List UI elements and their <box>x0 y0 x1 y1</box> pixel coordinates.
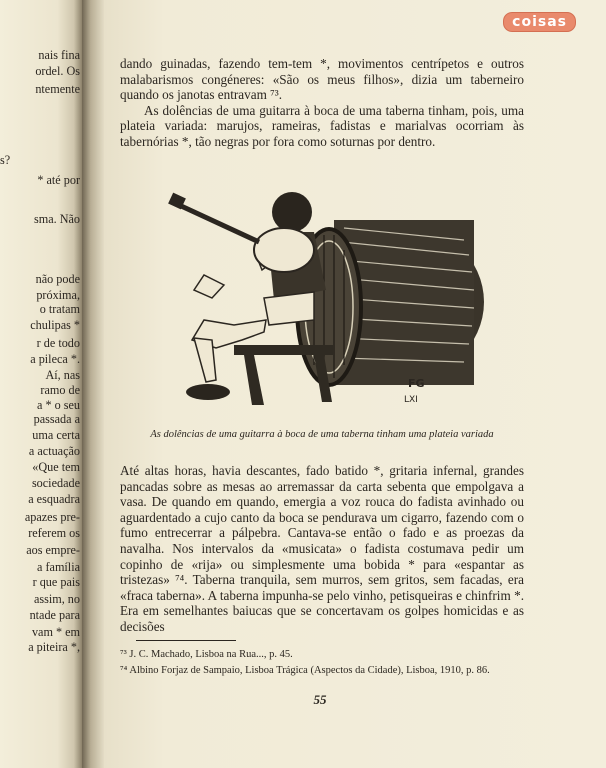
left-page-line: nais fina <box>38 48 80 62</box>
footnote-73: ⁷³ J. C. Machado, Lisboa na Rua..., p. 45. <box>120 649 293 660</box>
left-page-line: referem os <box>28 526 80 540</box>
left-page-line: r que pais <box>32 575 80 589</box>
left-page-line: «Que tem <box>32 460 80 474</box>
left-page-line: sma. Não <box>33 212 80 226</box>
left-page-line: não pode <box>35 272 80 286</box>
left-page-line: o tratam <box>39 302 80 316</box>
book-gutter <box>82 0 104 768</box>
left-page-line: a pileca *. <box>30 352 80 366</box>
footnote-74: ⁷⁴ Albino Forjaz de Sampaio, Lisboa Trágica (Aspectos da Cidade), Lisboa, 1910, p. 86. <box>120 665 490 676</box>
footnote-rule <box>136 640 236 641</box>
left-page-line: chulipas * <box>30 318 80 332</box>
left-page-line: assim, no <box>33 592 80 606</box>
bench-icon <box>234 345 334 405</box>
left-page-line: passada a <box>33 412 80 426</box>
top-text <box>120 56 524 150</box>
left-page-line: aos empre- <box>26 543 80 557</box>
left-page-line: próxima, <box>36 288 80 302</box>
left-page-line: a esquadra <box>28 492 80 506</box>
left-page-line: uma certa <box>32 428 80 442</box>
left-page-line: sociedade <box>31 476 80 490</box>
right-page <box>104 0 606 768</box>
left-page-line: a * o seu <box>37 398 80 412</box>
left-page-line: apazes pre- <box>24 510 80 524</box>
left-page-line: a família <box>37 560 80 574</box>
left-page <box>0 0 82 768</box>
paragraph-2: As dolências de uma guitarra à boca de uma taberna tinham, pois, uma plateia variada: marujos, rameiras, fadistas e marialvas ocorriam às tabernórias *, tão negras por fora como soturnas por dentro. <box>120 102 524 149</box>
left-page-line: r de todo <box>36 336 80 350</box>
body-paragraph: Até altas horas, havia descantes, fado batido *, gritaria infernal, grandes pancadas sobre as mesas ao arremassar da carta sebenta que empolgava a vasa. De quando em quando, emergia a voz rouca do fadista avinhado ou aguardentado a cujo canto da boca se pendurava um cigarro, fazendo com o fumo entrecerrar a pálpebra. Cantava-se então o fado e as proezas da navalha. Nos intervalos da «musicata» o fadista costumava pedir um copinho de «rija» ou simplesmente uma bobida * para «espantar as tristezas» ⁷⁴. Taberna tranquila, sem murros, sem gritos, sem facadas, era «fraca taberna». A taberna impunha-se pelo vinho, petisqueiras e chinfrim *. Era em semelhantes baiucas que se concertavam os golpes homicidas e as decisões <box>120 463 524 634</box>
left-page-line: ordel. Os <box>35 64 80 78</box>
left-page-line: ramo de <box>40 383 80 397</box>
left-page-line: Aí, nas <box>45 368 80 382</box>
barrel-icon <box>297 220 484 385</box>
page-number: 55 <box>313 692 327 707</box>
left-page-line: a actuação <box>28 444 80 458</box>
left-page-line: s? <box>0 153 11 167</box>
left-page-line: ntade para <box>29 608 80 622</box>
illustration-caption: As dolências de uma guitarra à boca de uma taberna tinham uma plateia variada <box>150 429 494 440</box>
signature-lxi: LXI <box>404 395 418 405</box>
guitarist-illustration <box>164 180 484 415</box>
body-text <box>120 463 524 635</box>
paragraph-1: dando guinadas, fazendo tem-tem *, movimentos centrípetos e outros malabarismos congéneres: «São os meus filhos», dizia um taberneiro quando os janotas entravam ⁷³. <box>120 56 524 103</box>
left-page-line: * até por <box>37 173 80 187</box>
left-page-line: a piteira *, <box>28 640 80 654</box>
signature-fg: FG <box>408 377 425 390</box>
left-page-line: vam * em <box>31 625 80 639</box>
coisas-badge: coisas <box>503 12 576 32</box>
left-page-line: ntemente <box>35 82 80 96</box>
